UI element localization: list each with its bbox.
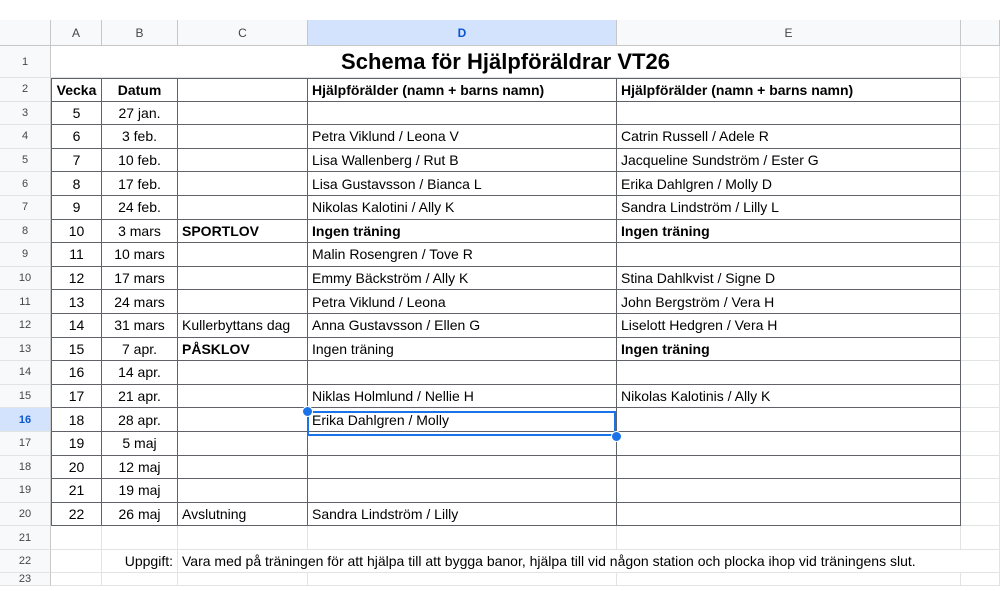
row-header[interactable]: 9 bbox=[0, 243, 51, 267]
column-header-f[interactable] bbox=[961, 20, 1000, 46]
row-header[interactable]: 8 bbox=[0, 220, 51, 244]
note-cell[interactable]: Kullerbyttans dag bbox=[178, 314, 308, 338]
datum-cell[interactable]: 21 apr. bbox=[102, 385, 178, 409]
cell[interactable] bbox=[308, 526, 617, 550]
toolbar-strip bbox=[0, 0, 1000, 20]
note-cell[interactable]: Avslutning bbox=[178, 503, 308, 527]
note-cell[interactable]: PÅSKLOV bbox=[178, 338, 308, 362]
vecka-cell[interactable]: 18 bbox=[51, 408, 102, 432]
cell[interactable] bbox=[961, 361, 1000, 385]
sheet-title[interactable]: Schema för Hjälpföräldrar VT26 bbox=[51, 46, 961, 78]
cell[interactable] bbox=[961, 220, 1000, 244]
helper-2-cell[interactable] bbox=[617, 361, 961, 385]
vecka-cell[interactable]: 17 bbox=[51, 385, 102, 409]
cell[interactable] bbox=[178, 573, 308, 586]
task-label[interactable]: Uppgift: bbox=[102, 550, 178, 574]
vecka-cell[interactable]: 8 bbox=[51, 172, 102, 196]
vecka-cell[interactable]: 13 bbox=[51, 290, 102, 314]
row-header[interactable]: 15 bbox=[0, 385, 51, 409]
cell[interactable] bbox=[961, 338, 1000, 362]
datum-cell[interactable]: 3 feb. bbox=[102, 125, 178, 149]
note-cell[interactable] bbox=[178, 385, 308, 409]
cell[interactable] bbox=[961, 102, 1000, 126]
helper-2-cell[interactable]: Catrin Russell / Adele R bbox=[617, 125, 961, 149]
note-cell[interactable] bbox=[178, 456, 308, 480]
row-header[interactable]: 20 bbox=[0, 503, 51, 527]
helper-1-cell[interactable]: Lisa Wallenberg / Rut B bbox=[308, 149, 617, 173]
datum-cell[interactable]: 5 maj bbox=[102, 432, 178, 456]
note-cell[interactable] bbox=[178, 267, 308, 291]
helper-2-cell[interactable] bbox=[617, 456, 961, 480]
datum-cell[interactable]: 14 apr. bbox=[102, 361, 178, 385]
helper-1-cell[interactable] bbox=[308, 102, 617, 126]
helper-1-cell[interactable]: Nikolas Kalotini / Ally K bbox=[308, 196, 617, 220]
row-header[interactable]: 11 bbox=[0, 290, 51, 314]
helper-1-cell[interactable]: Petra Viklund / Leona V bbox=[308, 125, 617, 149]
cell[interactable] bbox=[961, 385, 1000, 409]
helper-1-cell[interactable]: Petra Viklund / Leona bbox=[308, 290, 617, 314]
vecka-cell[interactable]: 22 bbox=[51, 503, 102, 527]
datum-cell[interactable]: 24 mars bbox=[102, 290, 178, 314]
cell[interactable] bbox=[178, 526, 308, 550]
note-cell[interactable] bbox=[178, 172, 308, 196]
row-header[interactable]: 2 bbox=[0, 78, 51, 102]
helper-1-cell[interactable]: Sandra Lindström / Lilly bbox=[308, 503, 617, 527]
helper-1-cell[interactable] bbox=[308, 361, 617, 385]
cell[interactable] bbox=[51, 573, 102, 586]
header-vecka[interactable]: Vecka bbox=[51, 78, 102, 102]
vecka-cell[interactable]: 19 bbox=[51, 432, 102, 456]
row-header[interactable]: 13 bbox=[0, 338, 51, 362]
cell[interactable] bbox=[617, 573, 961, 586]
note-cell[interactable] bbox=[178, 149, 308, 173]
helper-2-cell[interactable]: Jacqueline Sundström / Ester G bbox=[617, 149, 961, 173]
row-header[interactable]: 19 bbox=[0, 479, 51, 503]
helper-2-cell[interactable] bbox=[617, 408, 961, 432]
helper-2-cell[interactable]: Liselott Hedgren / Vera H bbox=[617, 314, 961, 338]
cell[interactable] bbox=[961, 78, 1000, 102]
cell[interactable] bbox=[961, 314, 1000, 338]
header-datum[interactable]: Datum bbox=[102, 78, 178, 102]
vecka-cell[interactable]: 9 bbox=[51, 196, 102, 220]
vecka-cell[interactable]: 14 bbox=[51, 314, 102, 338]
vecka-cell[interactable]: 15 bbox=[51, 338, 102, 362]
helper-2-cell[interactable]: Ingen träning bbox=[617, 220, 961, 244]
cell[interactable] bbox=[617, 526, 961, 550]
row-header[interactable]: 10 bbox=[0, 267, 51, 291]
vecka-cell[interactable]: 20 bbox=[51, 456, 102, 480]
helper-2-cell[interactable] bbox=[617, 243, 961, 267]
vecka-cell[interactable]: 12 bbox=[51, 267, 102, 291]
row-header[interactable]: 4 bbox=[0, 125, 51, 149]
datum-cell[interactable]: 24 feb. bbox=[102, 196, 178, 220]
helper-2-cell[interactable] bbox=[617, 503, 961, 527]
helper-2-cell[interactable]: John Bergström / Vera H bbox=[617, 290, 961, 314]
cell[interactable] bbox=[961, 290, 1000, 314]
helper-2-cell[interactable]: Stina Dahlkvist / Signe D bbox=[617, 267, 961, 291]
helper-1-cell[interactable]: Niklas Holmlund / Nellie H bbox=[308, 385, 617, 409]
spreadsheet-grid bbox=[0, 20, 1000, 586]
column-header-b[interactable]: B bbox=[102, 20, 178, 46]
helper-2-cell[interactable] bbox=[617, 432, 961, 456]
cell[interactable] bbox=[961, 503, 1000, 527]
row-header[interactable]: 12 bbox=[0, 314, 51, 338]
note-cell[interactable] bbox=[178, 361, 308, 385]
selection-handle-start[interactable] bbox=[302, 406, 313, 417]
helper-2-cell[interactable]: Nikolas Kalotinis / Ally K bbox=[617, 385, 961, 409]
note-cell[interactable] bbox=[178, 102, 308, 126]
helper-2-cell[interactable]: Sandra Lindström / Lilly L bbox=[617, 196, 961, 220]
selection-handle-end[interactable] bbox=[611, 431, 622, 442]
helper-1-cell[interactable]: Lisa Gustavsson / Bianca L bbox=[308, 172, 617, 196]
datum-cell[interactable]: 17 mars bbox=[102, 267, 178, 291]
row-header[interactable]: 14 bbox=[0, 361, 51, 385]
select-all-corner[interactable] bbox=[0, 20, 51, 46]
cell[interactable] bbox=[961, 196, 1000, 220]
row-header[interactable]: 5 bbox=[0, 149, 51, 173]
row-header[interactable]: 7 bbox=[0, 196, 51, 220]
column-header-a[interactable]: A bbox=[51, 20, 102, 46]
vecka-cell[interactable]: 6 bbox=[51, 125, 102, 149]
helper-2-cell[interactable] bbox=[617, 479, 961, 503]
cell[interactable] bbox=[308, 573, 617, 586]
cell[interactable] bbox=[961, 172, 1000, 196]
column-header-e[interactable]: E bbox=[617, 20, 961, 46]
datum-cell[interactable]: 28 apr. bbox=[102, 408, 178, 432]
note-cell[interactable]: SPORTLOV bbox=[178, 220, 308, 244]
cell[interactable] bbox=[51, 550, 102, 574]
cell[interactable] bbox=[961, 149, 1000, 173]
row-header[interactable]: 18 bbox=[0, 456, 51, 480]
helper-2-cell[interactable]: Erika Dahlgren / Molly D bbox=[617, 172, 961, 196]
note-cell[interactable] bbox=[178, 290, 308, 314]
cell[interactable] bbox=[961, 125, 1000, 149]
datum-cell[interactable]: 10 feb. bbox=[102, 149, 178, 173]
datum-cell[interactable]: 26 maj bbox=[102, 503, 178, 527]
helper-1-cell[interactable]: Malin Rosengren / Tove R bbox=[308, 243, 617, 267]
helper-1-cell[interactable] bbox=[308, 456, 617, 480]
column-header-c[interactable]: C bbox=[178, 20, 308, 46]
helper-1-cell[interactable] bbox=[308, 432, 617, 456]
datum-cell[interactable]: 7 apr. bbox=[102, 338, 178, 362]
datum-cell[interactable]: 10 mars bbox=[102, 243, 178, 267]
cell[interactable] bbox=[102, 573, 178, 586]
task-text[interactable]: Vara med på träningen för att hjälpa till att bygga banor, hjälpa till vid någon station och plocka ihop vid träningens slut. bbox=[178, 550, 1000, 574]
row-header[interactable]: 3 bbox=[0, 102, 51, 126]
vecka-cell[interactable]: 10 bbox=[51, 220, 102, 244]
note-cell[interactable] bbox=[178, 479, 308, 503]
cell[interactable] bbox=[961, 456, 1000, 480]
datum-cell[interactable]: 17 feb. bbox=[102, 172, 178, 196]
helper-1-cell[interactable]: Anna Gustavsson / Ellen G bbox=[308, 314, 617, 338]
row-header[interactable]: 1 bbox=[0, 46, 51, 78]
cell[interactable] bbox=[961, 573, 1000, 586]
vecka-cell[interactable]: 5 bbox=[51, 102, 102, 126]
vecka-cell[interactable]: 21 bbox=[51, 479, 102, 503]
datum-cell[interactable]: 3 mars bbox=[102, 220, 178, 244]
cell[interactable] bbox=[961, 243, 1000, 267]
row-header[interactable]: 16 bbox=[0, 408, 51, 432]
cell[interactable] bbox=[51, 526, 102, 550]
datum-cell[interactable]: 27 jan. bbox=[102, 102, 178, 126]
header-helper-1[interactable]: Hjälpförälder (namn + barns namn) bbox=[308, 78, 617, 102]
helper-2-cell[interactable]: Ingen träning bbox=[617, 338, 961, 362]
column-header-d[interactable]: D bbox=[308, 20, 617, 46]
note-cell[interactable] bbox=[178, 196, 308, 220]
vecka-cell[interactable]: 11 bbox=[51, 243, 102, 267]
cell[interactable] bbox=[102, 526, 178, 550]
helper-2-cell[interactable] bbox=[617, 102, 961, 126]
note-cell[interactable] bbox=[178, 432, 308, 456]
row-header[interactable]: 23 bbox=[0, 573, 51, 586]
row-header[interactable]: 17 bbox=[0, 432, 51, 456]
datum-cell[interactable]: 19 maj bbox=[102, 479, 178, 503]
cell[interactable] bbox=[961, 46, 1000, 78]
row-header[interactable]: 6 bbox=[0, 172, 51, 196]
header-col-c[interactable] bbox=[178, 78, 308, 102]
header-helper-2[interactable]: Hjälpförälder (namn + barns namn) bbox=[617, 78, 961, 102]
helper-1-cell[interactable]: Emmy Bäckström / Ally K bbox=[308, 267, 617, 291]
datum-cell[interactable]: 12 maj bbox=[102, 456, 178, 480]
note-cell[interactable] bbox=[178, 125, 308, 149]
cell[interactable] bbox=[961, 526, 1000, 550]
vecka-cell[interactable]: 16 bbox=[51, 361, 102, 385]
row-header[interactable]: 21 bbox=[0, 526, 51, 550]
cell[interactable] bbox=[961, 267, 1000, 291]
vecka-cell[interactable]: 7 bbox=[51, 149, 102, 173]
helper-1-cell[interactable]: Erika Dahlgren / Molly bbox=[308, 408, 617, 432]
helper-1-cell[interactable]: Ingen träning bbox=[308, 338, 617, 362]
helper-1-cell[interactable] bbox=[308, 479, 617, 503]
cell[interactable] bbox=[961, 432, 1000, 456]
cell[interactable] bbox=[961, 479, 1000, 503]
cell[interactable] bbox=[961, 408, 1000, 432]
row-header[interactable]: 22 bbox=[0, 550, 51, 574]
helper-1-cell[interactable]: Ingen träning bbox=[308, 220, 617, 244]
note-cell[interactable] bbox=[178, 243, 308, 267]
datum-cell[interactable]: 31 mars bbox=[102, 314, 178, 338]
note-cell[interactable] bbox=[178, 408, 308, 432]
